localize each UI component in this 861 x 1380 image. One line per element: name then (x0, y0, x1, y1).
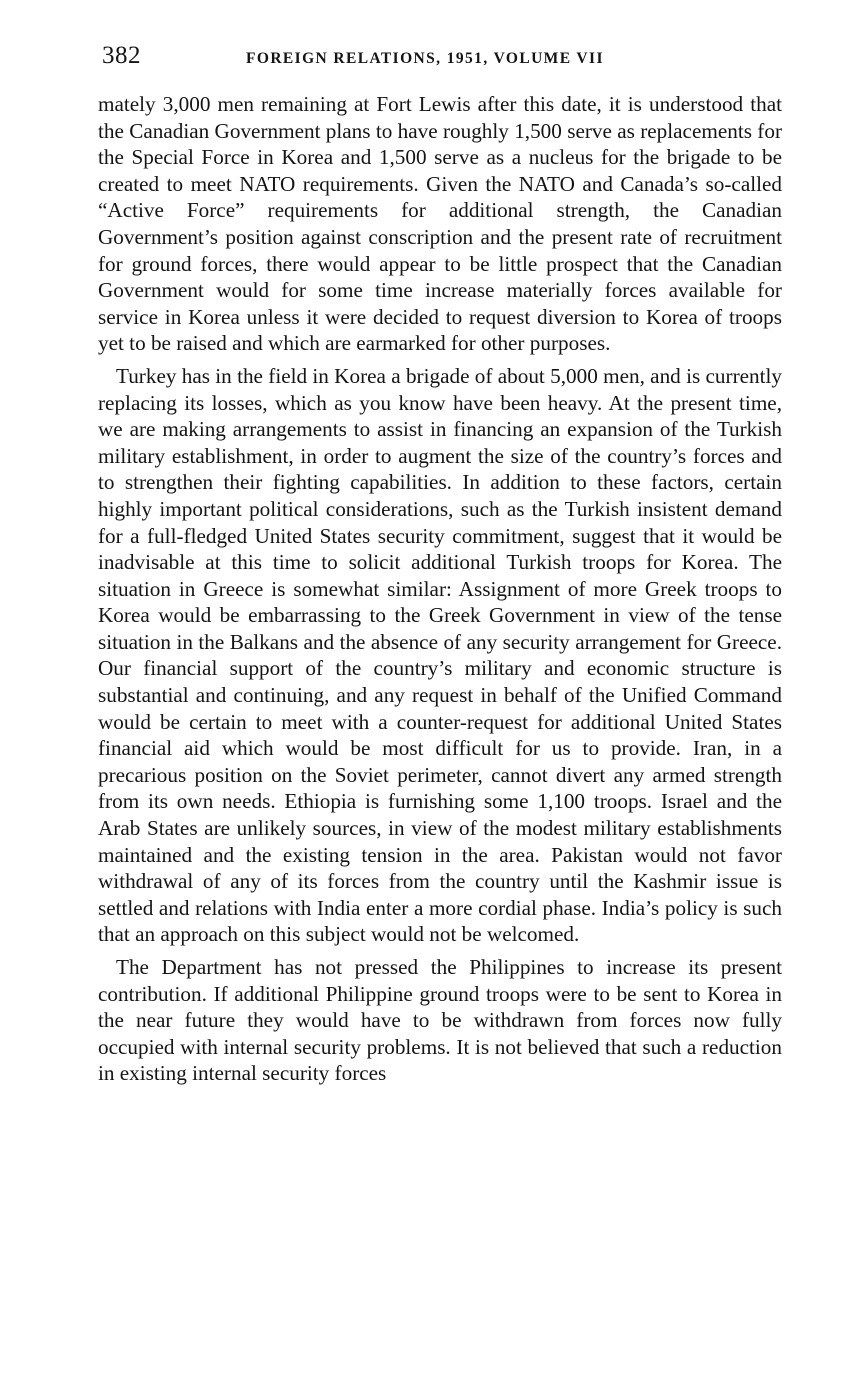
paragraph-continuation: mately 3,000 men remaining at Fort Lewis after this date, it is understood that the Canadian Government plans to have roughly 1,500 serve as replacements for the Special Force in Korea and 1,500 serve as a nucleus for the brigade to be created to meet NATO requirements. Given the NATO and Canada’s so-called “Active Force” requirements for additional strength, the Canadian Government’s position against conscription and the present rate of recruitment for ground forces, there would appear to be little prospect that the Canadian Government would for some time increase materially forces available for service in Korea unless it were decided to request diversion to Korea of troops yet to be raised and which are earmarked for other purposes. (98, 92, 782, 356)
paragraph-philippines: The Department has not pressed the Philippines to increase its present contribution. If additional Philippine ground troops were to be sent to Korea in the near future they would have to be withdrawn from forces now fully occupied with internal security problems. It is not believed that such a reduction in existing internal security forces (98, 955, 782, 1086)
page-header (98, 38, 788, 78)
document-body (98, 91, 782, 1087)
document-page (98, 38, 788, 78)
page-number: 382 (102, 42, 141, 69)
running-title: FOREIGN RELATIONS, 1951, VOLUME VII (246, 50, 604, 67)
paragraph-turkey: Turkey has in the field in Korea a brigade of about 5,000 men, and is currently replacing its losses, which as you know have been heavy. At the present time, we are making arrangements to assist in financing an expansion of the Turkish military establishment, in order to augment the size of the country’s forces and to strengthen their fighting capabilities. In addition to these factors, certain highly important political considerations, such as the Turkish insistent demand for a full-fledged United States security commitment, suggest that it would be inadvisable at this time to solicit additional Turkish troops for Korea. The situation in Greece is somewhat similar: Assignment of more Greek troops to Korea would be embarrassing to the Greek Government in view of the tense situation in the Balkans and the absence of any security arrangement for Greece. Our financial support of the country’s military and economic structure is substantial and continuing, and any request in behalf of the Unified Command would be certain to meet with a counter-request for additional United States financial aid which would be most difficult for us to provide. Iran, in a precarious position on the Soviet perimeter, cannot divert any armed strength from its own needs. Ethiopia is furnishing some 1,100 troops. Israel and the Arab States are unlikely sources, in view of the modest military establishments maintained and the existing tension in the area. Pakistan would not favor withdrawal of any of its forces from the country until the Kashmir issue is settled and relations with India enter a more cordial phase. India’s policy is such that an approach on this subject would not be welcomed. (98, 363, 782, 947)
